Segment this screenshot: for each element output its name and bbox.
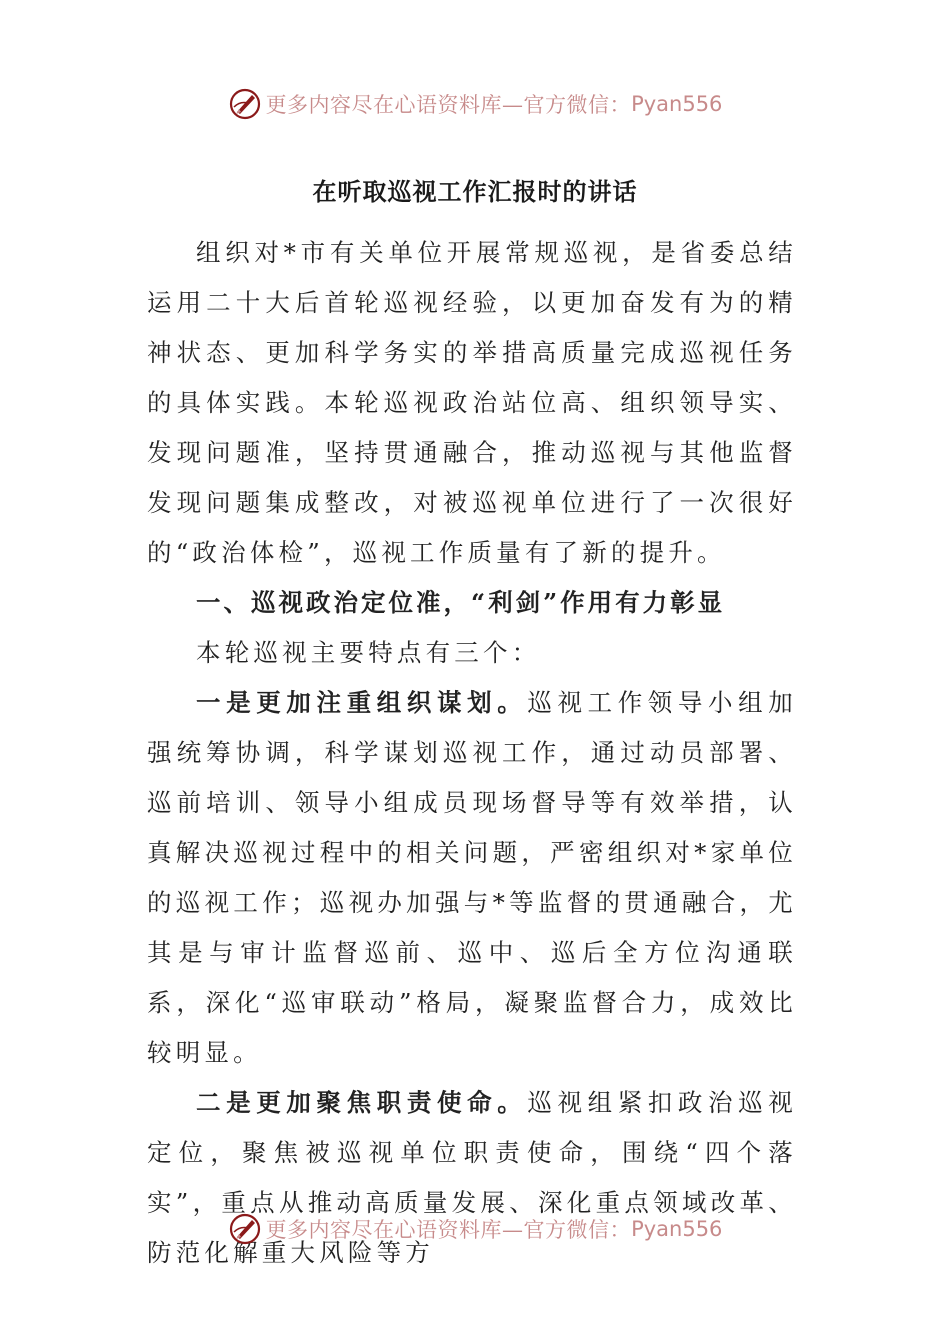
watermark-banner-top (0, 82, 950, 126)
watermark-wechat-id: Pyan556 (631, 1217, 723, 1241)
document-body (147, 228, 797, 1278)
point-1-body: 巡视工作领导小组加强统筹协调，科学谋划巡视工作，通过动员部署、巡前培训、领导小组成员现场督导等有效举措，认真解决巡视过程中的相关问题，严密组织对*家单位的巡视工作；巡视办加强与*等监督的贯通融合，尤其是与审计监督巡前、巡中、巡后全方位沟通联系，深化“巡审联动”格局，凝聚监督合力，成效比较明显。 (147, 688, 797, 1067)
pen-logo-icon (228, 87, 262, 121)
page-title: 在听取巡视工作汇报时的讲话 (312, 177, 638, 206)
paragraph-point-1 (147, 678, 797, 1078)
watermark-text: 更多内容尽在心语资料库—官方微信： (265, 1218, 632, 1242)
paragraph-intro: 组织对*市有关单位开展常规巡视，是省委总结运用二十大后首轮巡视经验，以更加奋发有为的精神状态、更加科学务实的举措高质量完成巡视任务的具体实践。本轮巡视政治站位高、组织领导实、发现问题准，坚持贯通融合，推动巡视与其他监督发现问题集成整改，对被巡视单位进行了一次很好的“政治体检”，巡视工作质量有了新的提升。 (147, 238, 797, 567)
watermark-wechat-id: Pyan556 (631, 92, 723, 116)
paragraph-features-intro: 本轮巡视主要特点有三个： (196, 638, 541, 667)
section-heading-1: 一、巡视政治定位准，“利剑”作用有力彰显 (196, 588, 726, 617)
point-2-body: 巡视组紧扣政治巡视定位，聚焦被巡视单位职责使命，围绕“四个落实”，重点从推动高质量发展、深化重点领域改革、防范化解重大风险等方 (147, 1088, 797, 1267)
point-2-lead: 二是更加聚焦职责使命。 (196, 1088, 528, 1117)
watermark-banner-bottom (0, 1207, 950, 1251)
pen-logo-icon (228, 1212, 262, 1246)
point-1-lead: 一是更加注重组织谋划。 (196, 688, 528, 717)
watermark-text: 更多内容尽在心语资料库—官方微信： (265, 93, 632, 117)
